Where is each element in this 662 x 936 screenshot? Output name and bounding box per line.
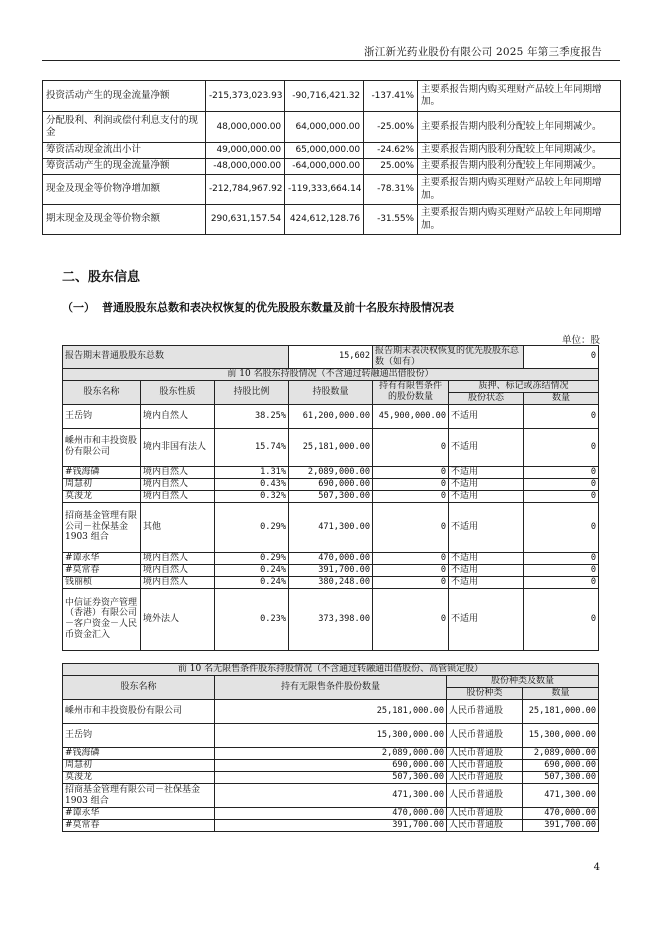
holder-pledged: 0 xyxy=(524,552,599,564)
common-holders-label: 报告期末普通股股东总数 xyxy=(63,346,289,369)
cf-prior: -90,716,421.32 xyxy=(285,81,364,112)
share-type-qty: 25,181,000.00 xyxy=(523,700,599,724)
holder-pledged: 0 xyxy=(524,588,599,650)
col-restricted-header: 持有有限售条件的股份数量 xyxy=(373,380,449,404)
holder-ratio: 0.23% xyxy=(215,588,289,650)
holder-name: #谭永华 xyxy=(63,552,141,564)
cf-prior: 65,000,000.00 xyxy=(285,143,364,159)
holder-qty: 470,000.00 xyxy=(289,552,373,564)
holder-pledge-status: 不适用 xyxy=(449,564,524,576)
col-name-header: 股东名称 xyxy=(63,380,141,404)
holder-ratio: 1.31% xyxy=(215,466,289,478)
summary-row xyxy=(63,346,599,369)
holder-pledge-status: 不适用 xyxy=(449,552,524,564)
col-qty-header: 持有无限售条件股份数量 xyxy=(215,676,447,700)
table-row xyxy=(63,466,599,478)
holder-pledge-status: 不适用 xyxy=(449,428,524,466)
holder-name: 钱丽桢 xyxy=(63,576,141,588)
table-row xyxy=(43,159,621,175)
table-row xyxy=(63,564,599,576)
caption-row xyxy=(63,368,599,380)
table-row xyxy=(43,205,621,235)
holder-qty: 690,000.00 xyxy=(289,478,373,490)
holder-name: 王岳钧 xyxy=(63,724,215,748)
holder-nature: 其他 xyxy=(141,502,215,552)
top10-shareholders-table xyxy=(62,345,599,651)
holder-ratio: 0.24% xyxy=(215,576,289,588)
holder-nature: 境内自然人 xyxy=(141,552,215,564)
col-type-qty-header: 数量 xyxy=(523,688,599,700)
col-pledge-status-header: 股份状态 xyxy=(449,392,524,404)
holder-unrestricted-qty: 470,000.00 xyxy=(215,808,447,820)
holder-name: #谭永华 xyxy=(63,808,215,820)
col-name-header: 股东名称 xyxy=(63,676,215,700)
cf-change: -25.00% xyxy=(364,112,418,143)
cf-item: 筹资活动现金流出小计 xyxy=(43,143,206,159)
holder-ratio: 0.29% xyxy=(215,502,289,552)
header-rule xyxy=(42,60,620,61)
holder-name: #莫常春 xyxy=(63,820,215,832)
holder-unrestricted-qty: 15,300,000.00 xyxy=(215,724,447,748)
holder-pledged: 0 xyxy=(524,466,599,478)
cf-current: 49,000,000.00 xyxy=(206,143,285,159)
holder-pledged: 0 xyxy=(524,490,599,502)
holder-restricted: 0 xyxy=(373,478,449,490)
holder-name: 嵊州市和丰投资股份有限公司 xyxy=(63,700,215,724)
table-row xyxy=(63,700,599,724)
holder-restricted: 0 xyxy=(373,576,449,588)
cf-item: 期末现金及现金等价物余额 xyxy=(43,205,206,235)
table-row xyxy=(63,588,599,650)
holder-nature: 境内自然人 xyxy=(141,478,215,490)
cf-prior: -119,333,664.14 xyxy=(285,175,364,205)
subsection-text: 普通股股东总数和表决权恢复的优先股股东数量及前十名股东持股情况表 xyxy=(102,301,454,314)
holder-ratio: 15.74% xyxy=(215,428,289,466)
holder-qty: 373,398.00 xyxy=(289,588,373,650)
col-type-group-header: 股份种类及数量 xyxy=(447,676,599,688)
section-title: 二、股东信息 xyxy=(62,270,141,285)
cf-prior: -64,000,000.00 xyxy=(285,159,364,175)
holder-pledged: 0 xyxy=(524,428,599,466)
holder-qty: 471,300.00 xyxy=(289,502,373,552)
cf-change: -78.31% xyxy=(364,175,418,205)
cf-current: 290,631,157.54 xyxy=(206,205,285,235)
holder-pledge-status: 不适用 xyxy=(449,404,524,428)
cf-current: -48,000,000.00 xyxy=(206,159,285,175)
unit-label: 单位：股 xyxy=(561,335,600,346)
table-row xyxy=(43,112,621,143)
holder-ratio: 0.32% xyxy=(215,490,289,502)
unrestricted-caption: 前 10 名无限售条件股东持股情况（不含通过转融通出借股份、高管锁定股） xyxy=(63,664,599,676)
table-row xyxy=(63,772,599,784)
holder-qty: 380,248.00 xyxy=(289,576,373,588)
header-row xyxy=(63,380,599,392)
holder-nature: 境内非国有法人 xyxy=(141,428,215,466)
table-row xyxy=(63,820,599,832)
holder-qty: 61,200,000.00 xyxy=(289,404,373,428)
holder-nature: 境内自然人 xyxy=(141,490,215,502)
holder-restricted: 0 xyxy=(373,502,449,552)
share-type-qty: 15,300,000.00 xyxy=(523,724,599,748)
holder-pledged: 0 xyxy=(524,576,599,588)
holder-restricted: 0 xyxy=(373,552,449,564)
holder-ratio: 0.29% xyxy=(215,552,289,564)
cf-change: -137.41% xyxy=(364,81,418,112)
holder-pledged: 0 xyxy=(524,404,599,428)
holder-name: 中信证券资产管理（香港）有限公司－客户资金－人民币资金汇入 xyxy=(63,588,141,650)
col-qty-header: 持股数量 xyxy=(289,380,373,404)
share-type: 人民币普通股 xyxy=(447,820,523,832)
holder-name: 周慧初 xyxy=(63,760,215,772)
holder-pledged: 0 xyxy=(524,502,599,552)
running-header: 浙江新光药业股份有限公司 2025 年第三季度报告 xyxy=(364,46,602,58)
share-type-qty: 391,700.00 xyxy=(523,820,599,832)
subsection-number: （一） xyxy=(62,301,95,314)
table-row xyxy=(63,576,599,588)
table-row xyxy=(43,175,621,205)
table-row xyxy=(63,502,599,552)
share-type: 人民币普通股 xyxy=(447,700,523,724)
table-row xyxy=(63,808,599,820)
cf-reason: 主要系报告期内购买理财产品较上年同期增加。 xyxy=(418,175,621,205)
header-row xyxy=(63,676,599,688)
holder-restricted: 0 xyxy=(373,490,449,502)
holder-name: 嵊州市和丰投资股份有限公司 xyxy=(63,428,141,466)
holder-unrestricted-qty: 25,181,000.00 xyxy=(215,700,447,724)
holder-restricted: 45,900,000.00 xyxy=(373,404,449,428)
cf-reason: 主要系报告期内购买理财产品较上年同期增加。 xyxy=(418,81,621,112)
pref-holders-value: 0 xyxy=(524,346,599,369)
table-row xyxy=(63,428,599,466)
cf-reason: 主要系报告期内购买理财产品较上年同期增加。 xyxy=(418,205,621,235)
holder-unrestricted-qty: 690,000.00 xyxy=(215,760,447,772)
cf-change: -31.55% xyxy=(364,205,418,235)
holder-name: 莫浚龙 xyxy=(63,772,215,784)
holder-pledge-status: 不适用 xyxy=(449,490,524,502)
share-type-qty: 470,000.00 xyxy=(523,808,599,820)
table-row xyxy=(63,748,599,760)
holder-qty: 507,300.00 xyxy=(289,490,373,502)
col-pledge-group-header: 质押、标记或冻结情况 xyxy=(449,380,599,392)
holder-pledged: 0 xyxy=(524,478,599,490)
col-pledge-qty-header: 数量 xyxy=(524,392,599,404)
pref-holders-label: 报告期末表决权恢复的优先股股东总数（如有） xyxy=(373,346,524,369)
cf-item: 现金及现金等价物净增加额 xyxy=(43,175,206,205)
page-number: 4 xyxy=(593,862,600,873)
holder-name: 招商基金管理有限公司－社保基金 1903 组合 xyxy=(63,502,141,552)
top10-caption: 前 10 名股东持股情况（不含通过转融通出借股份） xyxy=(63,368,599,380)
holder-pledge-status: 不适用 xyxy=(449,478,524,490)
holder-name: #钱海磷 xyxy=(63,466,141,478)
holder-nature: 境外法人 xyxy=(141,588,215,650)
cf-current: -212,784,967.92 xyxy=(206,175,285,205)
table-row xyxy=(63,784,599,808)
holder-ratio: 0.24% xyxy=(215,564,289,576)
holder-restricted: 0 xyxy=(373,588,449,650)
holder-pledge-status: 不适用 xyxy=(449,466,524,478)
share-type-qty: 507,300.00 xyxy=(523,772,599,784)
table-row xyxy=(63,760,599,772)
holder-nature: 境内自然人 xyxy=(141,564,215,576)
holder-nature: 境内自然人 xyxy=(141,466,215,478)
holder-pledge-status: 不适用 xyxy=(449,588,524,650)
subsection-title xyxy=(62,299,454,315)
holder-unrestricted-qty: 507,300.00 xyxy=(215,772,447,784)
caption-row xyxy=(63,664,599,676)
table-row xyxy=(43,143,621,159)
col-type-header: 股份种类 xyxy=(447,688,523,700)
cf-item: 筹资活动产生的现金流量净额 xyxy=(43,159,206,175)
top10-unrestricted-table xyxy=(62,663,599,832)
cf-item: 投资活动产生的现金流量净额 xyxy=(43,81,206,112)
share-type: 人民币普通股 xyxy=(447,772,523,784)
share-type-qty: 690,000.00 xyxy=(523,760,599,772)
share-type: 人民币普通股 xyxy=(447,748,523,760)
col-ratio-header: 持股比例 xyxy=(215,380,289,404)
holder-restricted: 0 xyxy=(373,564,449,576)
holder-restricted: 0 xyxy=(373,466,449,478)
common-holders-value: 15,602 xyxy=(289,346,373,369)
cf-reason: 主要系报告期内股利分配较上年同期减少。 xyxy=(418,159,621,175)
holder-unrestricted-qty: 2,089,000.00 xyxy=(215,748,447,760)
table-row xyxy=(63,478,599,490)
holder-name: 周慧初 xyxy=(63,478,141,490)
holder-pledge-status: 不适用 xyxy=(449,502,524,552)
holder-nature: 境内自然人 xyxy=(141,404,215,428)
table-row xyxy=(63,724,599,748)
cf-reason: 主要系报告期内股利分配较上年同期减少。 xyxy=(418,143,621,159)
holder-ratio: 0.43% xyxy=(215,478,289,490)
share-type: 人民币普通股 xyxy=(447,784,523,808)
holder-qty: 391,700.00 xyxy=(289,564,373,576)
table-row xyxy=(43,81,621,112)
table-row xyxy=(63,552,599,564)
holder-name: 莫浚龙 xyxy=(63,490,141,502)
holder-name: 王岳钧 xyxy=(63,404,141,428)
holder-name: #莫常春 xyxy=(63,564,141,576)
share-type: 人民币普通股 xyxy=(447,808,523,820)
share-type: 人民币普通股 xyxy=(447,724,523,748)
holder-nature: 境内自然人 xyxy=(141,576,215,588)
cf-change: -24.62% xyxy=(364,143,418,159)
cf-prior: 64,000,000.00 xyxy=(285,112,364,143)
holder-qty: 25,181,000.00 xyxy=(289,428,373,466)
share-type: 人民币普通股 xyxy=(447,760,523,772)
cash-flow-table xyxy=(42,80,621,235)
holder-unrestricted-qty: 471,300.00 xyxy=(215,784,447,808)
holder-qty: 2,089,000.00 xyxy=(289,466,373,478)
holder-name: 招商基金管理有限公司－社保基金 1903 组合 xyxy=(63,784,215,808)
cf-reason: 主要系报告期内股利分配较上年同期减少。 xyxy=(418,112,621,143)
holder-name: #钱海磷 xyxy=(63,748,215,760)
share-type-qty: 2,089,000.00 xyxy=(523,748,599,760)
holder-restricted: 0 xyxy=(373,428,449,466)
cf-current: -215,373,023.93 xyxy=(206,81,285,112)
share-type-qty: 471,300.00 xyxy=(523,784,599,808)
holder-unrestricted-qty: 391,700.00 xyxy=(215,820,447,832)
table-row xyxy=(63,404,599,428)
table-row xyxy=(63,490,599,502)
holder-pledge-status: 不适用 xyxy=(449,576,524,588)
cf-prior: 424,612,128.76 xyxy=(285,205,364,235)
cf-change: 25.00% xyxy=(364,159,418,175)
holder-ratio: 38.25% xyxy=(215,404,289,428)
cf-item: 分配股利、利润或偿付利息支付的现金 xyxy=(43,112,206,143)
cf-current: 48,000,000.00 xyxy=(206,112,285,143)
holder-pledged: 0 xyxy=(524,564,599,576)
col-nature-header: 股东性质 xyxy=(141,380,215,404)
